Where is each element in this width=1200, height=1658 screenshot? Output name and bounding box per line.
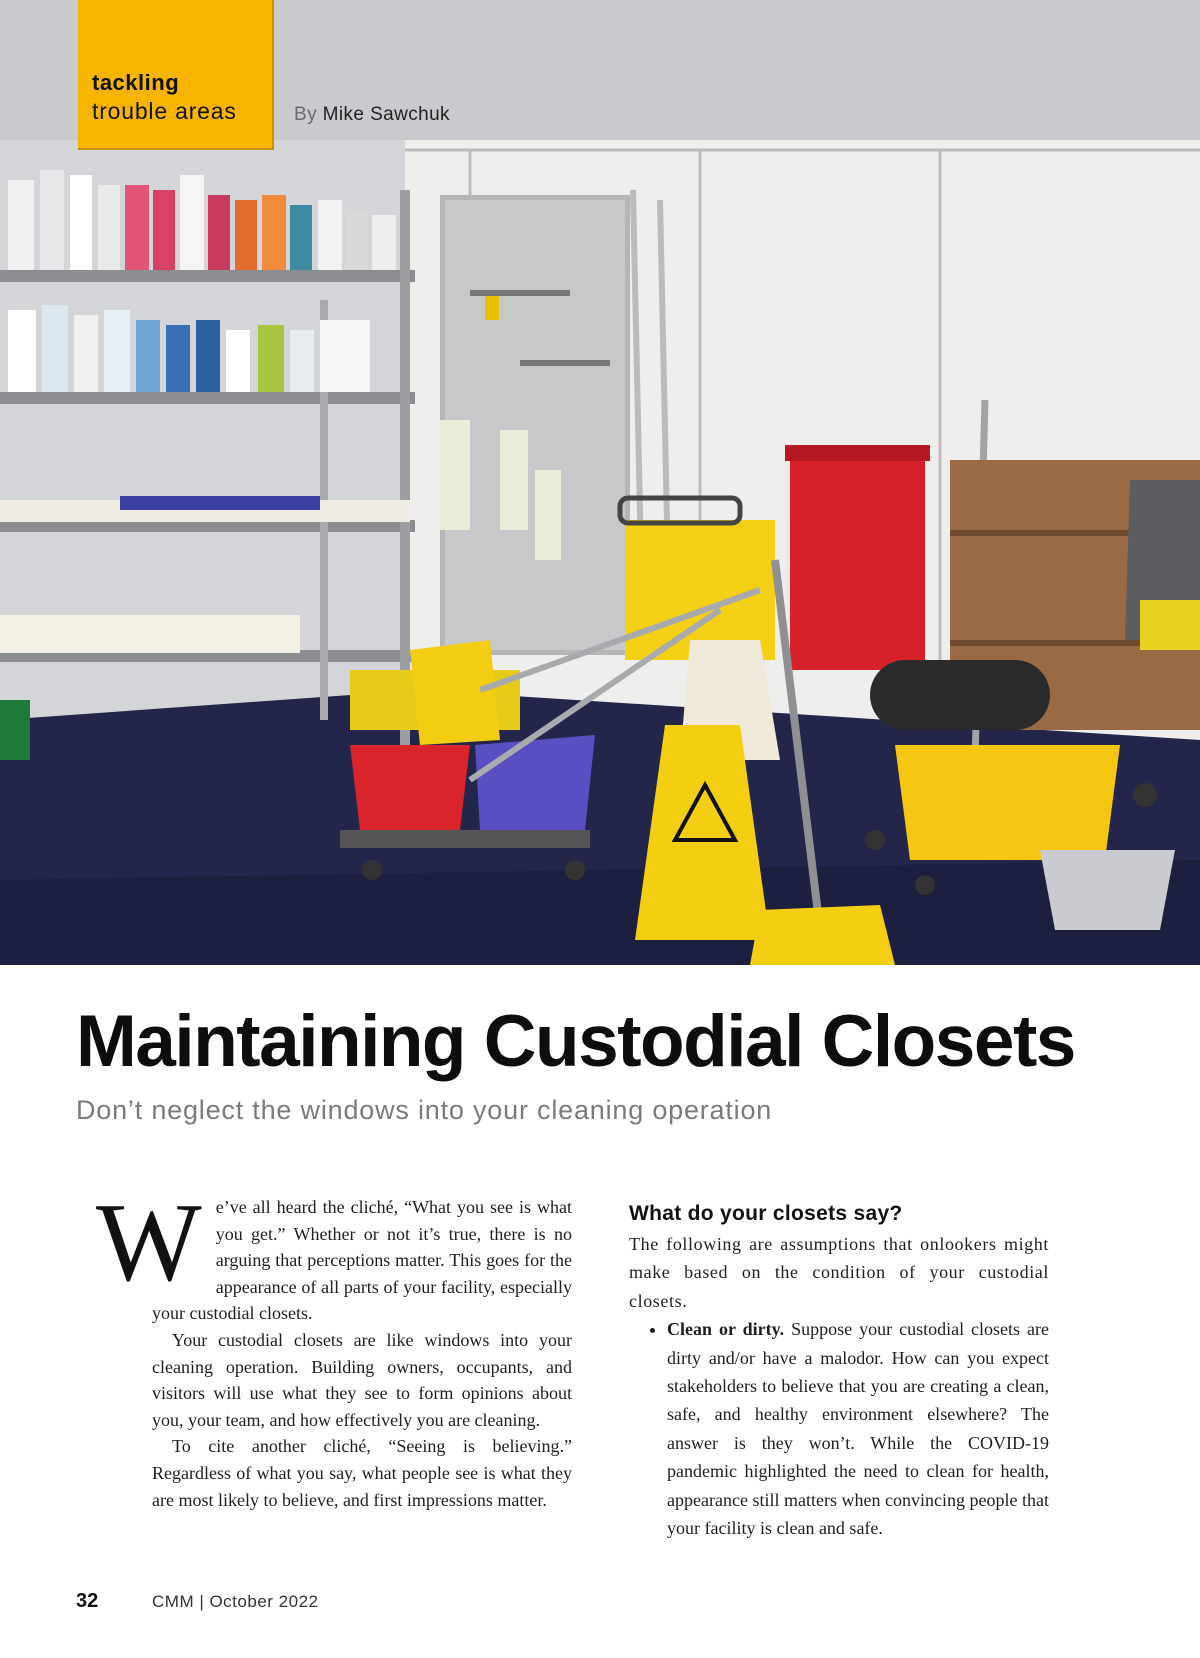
bullet-text: Suppose your custodial closets are dirty and/or have a malodor. How can you expect stakeholders to believe that you are creating a clean, safe, and healthy environment elsewhere? The answer is they won’t. While the COVID-19 pandemic highlighted the need to clean for health, appearance still matters when convincing people that your facility is clean and safe. xyxy=(667,1319,1049,1539)
article-headline: Maintaining Custodial Closets xyxy=(76,1001,1075,1082)
drop-cap: W xyxy=(96,1181,202,1305)
article-subheadline: Don’t neglect the windows into your cleaning operation xyxy=(76,1095,773,1125)
publication-info: CMM | October 2022 xyxy=(152,1592,319,1611)
paragraph-3: To cite another cliché, “Seeing is believing.” Regardless of what you say, what people see is what they are most likely to believe, and first impressions matter. xyxy=(152,1436,572,1510)
byline-author: Mike Sawchuk xyxy=(322,104,450,125)
section-tag xyxy=(78,0,274,150)
section-tag-line1: tackling xyxy=(92,70,180,95)
right-column xyxy=(629,1200,1049,1542)
paragraph-1-text: e’ve all heard the cliché, “What you see is what you get.” Whether or not it’s true, there is no arguing that perceptions matter. This goes for the appearance of all parts of your facility, especially your custodial closets. xyxy=(152,1197,572,1324)
bullet-list xyxy=(629,1315,1049,1542)
left-column xyxy=(96,1181,572,1513)
section-tag-line2: trouble areas xyxy=(92,98,237,124)
byline-prefix: By xyxy=(294,104,317,125)
paragraph-2: Your custodial closets are like windows into your cleaning operation. Building owners, occupants, and visitors will use what they see to form opinions about you, your team, and how effectively you are cleaning. xyxy=(152,1329,572,1430)
section-heading: What do your closets say? xyxy=(629,1202,903,1225)
bullet-lead: Clean or dirty. xyxy=(667,1319,785,1340)
section-intro: The following are assumptions that onlookers might make based on the condition of your custodial closets. xyxy=(629,1234,1049,1311)
paragraph-1 xyxy=(96,1181,572,1327)
list-item xyxy=(667,1315,1049,1542)
byline xyxy=(294,104,450,126)
page-number: 32 xyxy=(76,1590,99,1612)
